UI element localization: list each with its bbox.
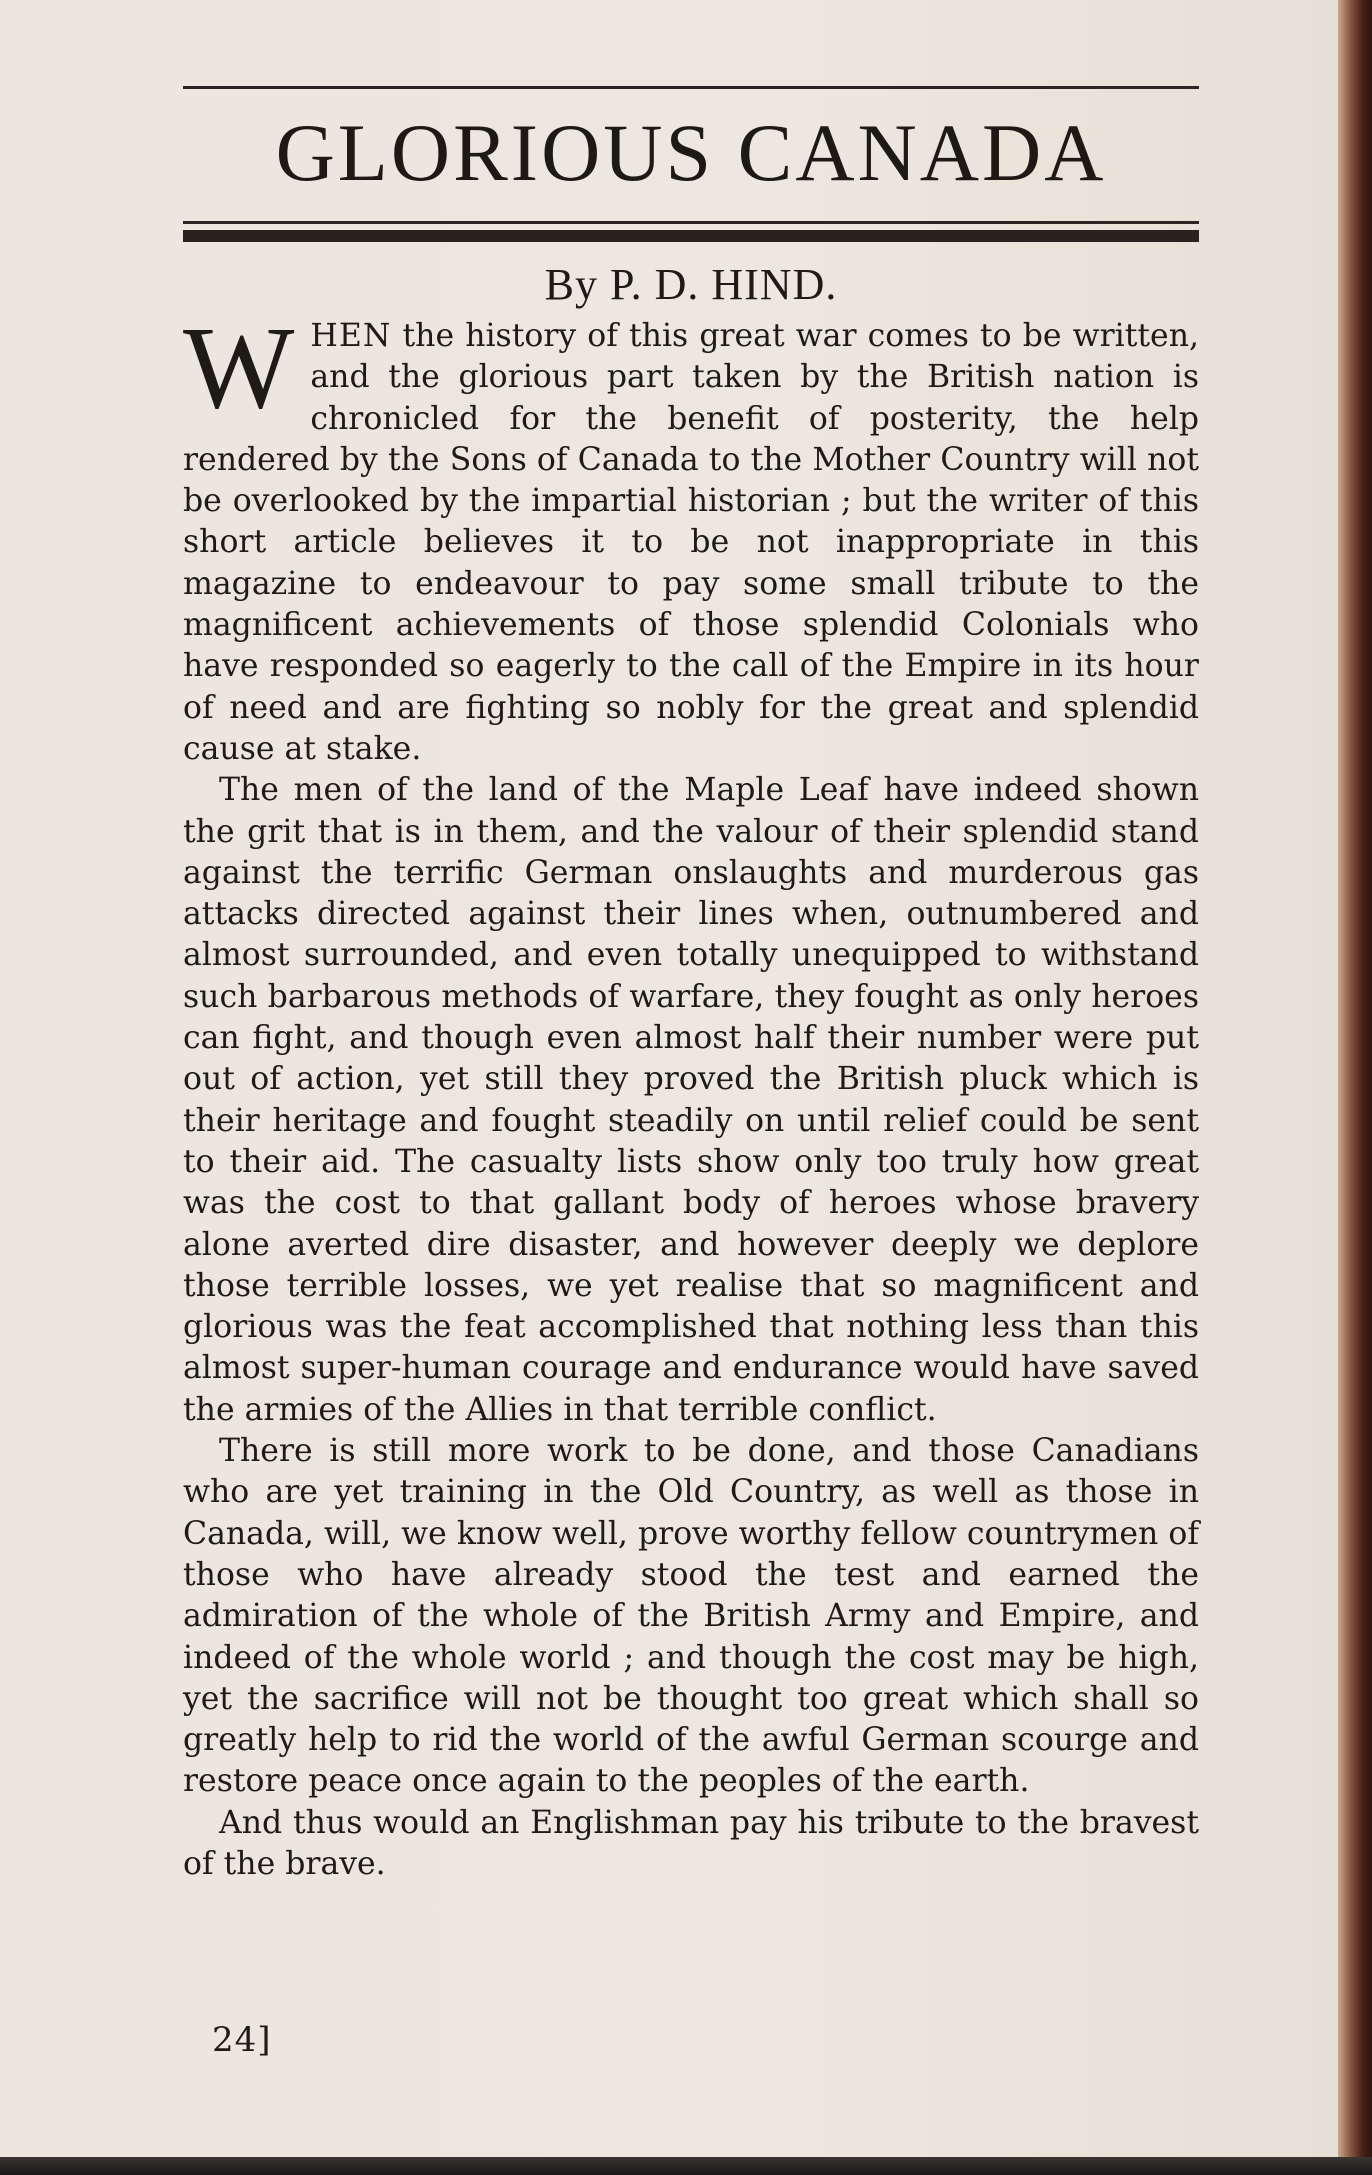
- paragraph-3: There is still more work to be done, and those Canadians who are yet training in the Old Country, as well as those in Canada, will, we know well, prove worthy fellow countrymen of those who have already stood the test and earned the admiration of the whole of the British Army and Empire, and indeed of the whole world ; and though the cost may be high, yet the sacrifice will not be thought too great which shall so greatly help to rid the world of the awful German scourge and restore peace once again to the peoples of the earth.: [183, 1433, 1199, 1800]
- byline-author: P. D. HIND.: [610, 260, 838, 309]
- page-bottom-shadow: [0, 2157, 1372, 2175]
- byline: [183, 258, 1199, 312]
- title-rule-thin: [183, 221, 1199, 224]
- page-number: 24]: [212, 2020, 272, 2060]
- article-title: GLORIOUS CANADA: [275, 107, 1107, 198]
- first-word-rest: HEN: [310, 318, 392, 354]
- drop-cap: W: [183, 302, 295, 433]
- article-column: [183, 86, 1199, 1885]
- paragraph-1-text: the history of this great war comes to be written, and the glorious part taken by the British nation is chronicled for the benefit of posterity, the help rendered by the Sons of Canada to the Mother Country will not be overlooked by the impartial historian ; but the writer of this short article believes it to be not inappropriate in this magazine to endeavour to pay some small tribute to the magnificent achievements of those splendid Colonials who have responded so eagerly to the call of the Empire in its hour of need and are fighting so nobly for the great and splendid cause at stake.: [183, 318, 1199, 767]
- book-binding-edge: [1338, 0, 1372, 2175]
- article-body: [183, 302, 1199, 1885]
- title-rule-thick: [183, 230, 1199, 242]
- byline-prefix: By: [544, 260, 598, 309]
- paragraph-4: And thus would an Englishman pay his tribute to the bravest of the brave.: [183, 1804, 1199, 1882]
- top-rule: [183, 86, 1199, 89]
- paragraph-1: [183, 302, 1199, 770]
- paragraph-2: The men of the land of the Maple Leaf have indeed shown the grit that is in them, and the valour of their splendid stand against the terrific German onslaughts and murderous gas attacks directed against their lines when, outnumbered and almost surrounded, and even totally unequipped to withstand such barbarous methods of warfare, they fought as only heroes can fight, and though even almost half their number were put out of action, yet still they proved the British pluck which is their heritage and fought steadily on until relief could be sent to their aid. The casualty lists show only too truly how great was the cost to that gallant body of heroes whose bravery alone averted dire disaster, and however deeply we deplore those terrible losses, we yet realise that so magnificent and glorious was the feat accomplished that nothing less than this almost super-human courage and endurance would have saved the armies of the Allies in that terrible conflict.: [183, 772, 1199, 1428]
